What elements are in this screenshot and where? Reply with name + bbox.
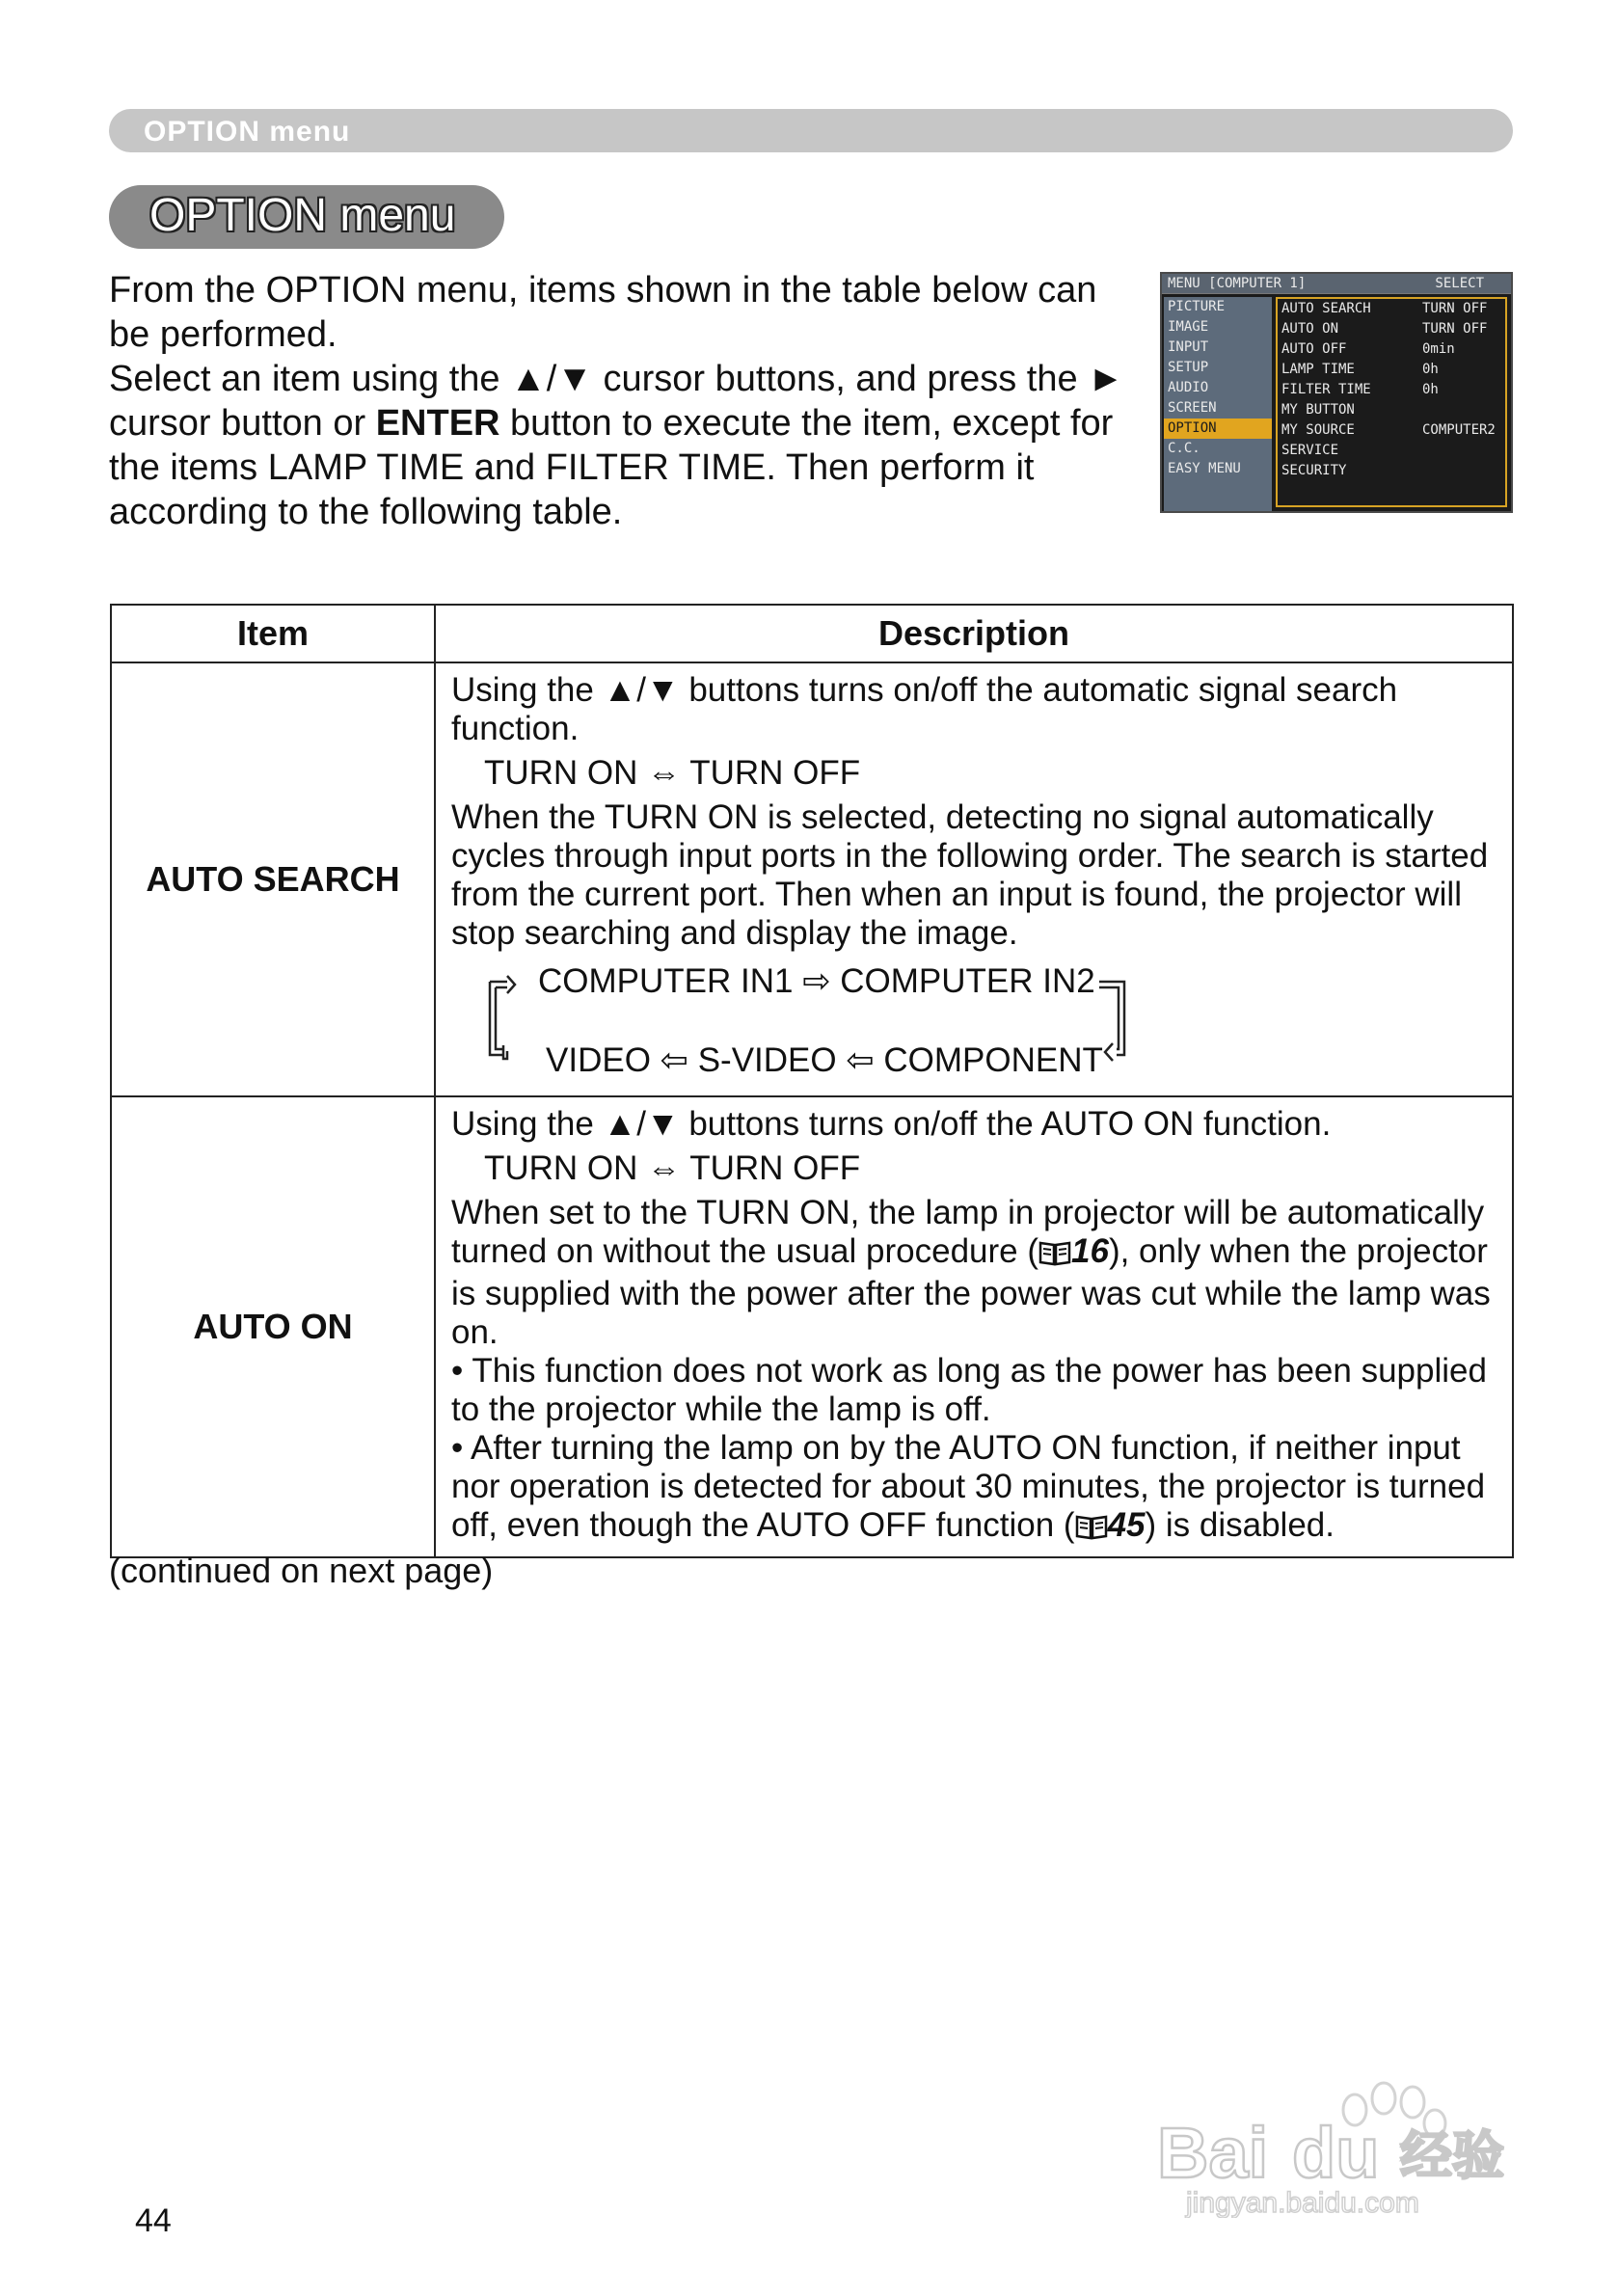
auto-search-p1: Using the ▲/▼ buttons turns on/off the automatic signal search function. — [451, 671, 1398, 747]
osd-option-row — [1278, 319, 1505, 339]
auto-on-bullet-1: • This function does not work as long as the power has been supplied to the projector while the lamp is off. — [451, 1352, 1487, 1428]
osd-category-item: EASY MENU — [1168, 461, 1241, 476]
book-reference-icon — [1075, 1510, 1108, 1549]
osd-category-list — [1164, 297, 1272, 511]
col-description-header: Description — [435, 605, 1513, 662]
osd-option-row — [1278, 380, 1505, 400]
continued-note: (continued on next page) — [109, 1551, 494, 1590]
svg-text:jingyan.baidu.com: jingyan.baidu.com — [1186, 2187, 1419, 2218]
osd-option-row — [1278, 339, 1505, 360]
osd-option-key: SERVICE — [1281, 443, 1339, 458]
osd-option-key: MY BUTTON — [1281, 402, 1355, 418]
projector-menu-screenshot — [1160, 272, 1513, 513]
auto-on-p2 — [451, 1194, 1498, 1352]
option-table — [110, 604, 1514, 1558]
page-ref-16[interactable]: 16 — [1071, 1232, 1109, 1270]
desc-auto-on — [435, 1096, 1513, 1557]
col-item-header: Item — [111, 605, 435, 662]
osd-option-key: AUTO ON — [1281, 321, 1339, 337]
osd-category-item: SETUP — [1168, 360, 1209, 375]
enter-keyword: ENTER — [375, 403, 500, 444]
osd-option-value: TURN OFF — [1422, 301, 1488, 316]
desc-auto-search — [435, 662, 1513, 1096]
cycle-bottom-line: VIDEO ⇦ S-VIDEO ⇦ COMPONENT — [546, 1041, 1103, 1079]
svg-text:经验: 经验 — [1400, 2127, 1504, 2185]
auto-on-p1: Using the ▲/▼ buttons turns on/off the AUTO ON function. — [451, 1105, 1332, 1143]
osd-option-key: AUTO OFF — [1281, 341, 1347, 357]
svg-text:Bai: Bai — [1157, 2113, 1269, 2193]
section-header-bar — [109, 109, 1513, 152]
auto-on-toggle: TURN ON ⇔ TURN OFF — [484, 1149, 861, 1187]
osd-category-item: OPTION — [1164, 419, 1272, 439]
page-title: OPTION menu — [149, 190, 456, 241]
baidu-watermark-logo — [1147, 2073, 1533, 2223]
page-title-pill — [109, 185, 504, 249]
intro-line-2-post: button to execute the item, except for the items LAMP TIME and FILTER TIME. Then perform it according to the following table. — [109, 403, 1114, 532]
osd-title: MENU [COMPUTER 1] — [1168, 276, 1307, 291]
auto-search-toggle: TURN ON ⇔ TURN OFF — [484, 754, 861, 792]
auto-on-bullet-2 — [451, 1429, 1498, 1549]
svg-text:du: du — [1292, 2113, 1380, 2193]
osd-option-key: MY SOURCE — [1281, 422, 1355, 438]
osd-option-value: 0h — [1422, 382, 1439, 397]
table-header-row — [111, 605, 1513, 662]
osd-option-row — [1278, 441, 1505, 461]
osd-title-bar — [1162, 274, 1511, 294]
auto-on-b2-pre: • After turning the lamp on by the AUTO ON function, if neither input nor operation is detected for about 30 minutes, the projector is turned off, even though the AUTO OFF function ( — [451, 1429, 1486, 1544]
osd-option-row — [1278, 360, 1505, 380]
osd-option-value: 0min — [1422, 341, 1455, 357]
item-auto-on: AUTO ON — [111, 1096, 435, 1557]
osd-option-row — [1278, 299, 1505, 319]
table-row-auto-on — [111, 1096, 1513, 1557]
osd-option-list — [1276, 297, 1507, 507]
intro-text — [109, 268, 1131, 534]
osd-option-value: COMPUTER2 — [1422, 422, 1496, 438]
osd-option-key: SECURITY — [1281, 463, 1347, 478]
auto-search-p2: When the TURN ON is selected, detecting no signal automatically cycles through input ports in the following order. The search is started from the current port. Then when an input is found, the projector will stop searching and display the image. — [451, 798, 1489, 952]
input-cycle-diagram — [451, 962, 1498, 1088]
osd-category-item: C.C. — [1168, 441, 1200, 456]
osd-option-value: TURN OFF — [1422, 321, 1488, 337]
osd-option-value: 0h — [1422, 362, 1439, 377]
osd-category-item: AUDIO — [1168, 380, 1209, 395]
auto-on-b2-post: ) is disabled. — [1145, 1506, 1335, 1544]
intro-line-2 — [109, 357, 1131, 534]
osd-option-row — [1278, 461, 1505, 481]
osd-category-item: IMAGE — [1168, 319, 1209, 335]
item-auto-search: AUTO SEARCH — [111, 662, 435, 1096]
osd-select-hint: SELECT — [1435, 276, 1484, 291]
osd-category-item: SCREEN — [1168, 400, 1217, 416]
section-header-label: OPTION menu — [144, 116, 351, 148]
page-number: 44 — [135, 2202, 172, 2239]
osd-option-key: LAMP TIME — [1281, 362, 1355, 377]
book-reference-icon — [1038, 1236, 1071, 1275]
cycle-top-line: COMPUTER IN1 ⇨ COMPUTER IN2 — [538, 962, 1095, 1000]
auto-on-p2-pre: When set to the TURN ON, the lamp in projector will be automatically turned on without the usual procedure ( — [451, 1194, 1485, 1270]
osd-option-row — [1278, 420, 1505, 441]
auto-on-p2-post: ), only when the projector is supplied with the power after the power was cut while the lamp was on. — [451, 1232, 1491, 1351]
osd-category-item: PICTURE — [1168, 299, 1226, 314]
osd-option-key: FILTER TIME — [1281, 382, 1371, 397]
watermark-paw-icon — [1147, 2073, 1533, 2218]
osd-category-item: INPUT — [1168, 339, 1209, 355]
intro-line-2-pre: Select an item using the ▲/▼ cursor buttons, and press the ► cursor button or — [109, 359, 1124, 444]
intro-line-1: From the OPTION menu, items shown in the table below can be performed. — [109, 270, 1097, 355]
osd-option-row — [1278, 400, 1505, 420]
page-ref-45[interactable]: 45 — [1107, 1506, 1146, 1544]
table-row-auto-search — [111, 662, 1513, 1096]
osd-option-key: AUTO SEARCH — [1281, 301, 1371, 316]
